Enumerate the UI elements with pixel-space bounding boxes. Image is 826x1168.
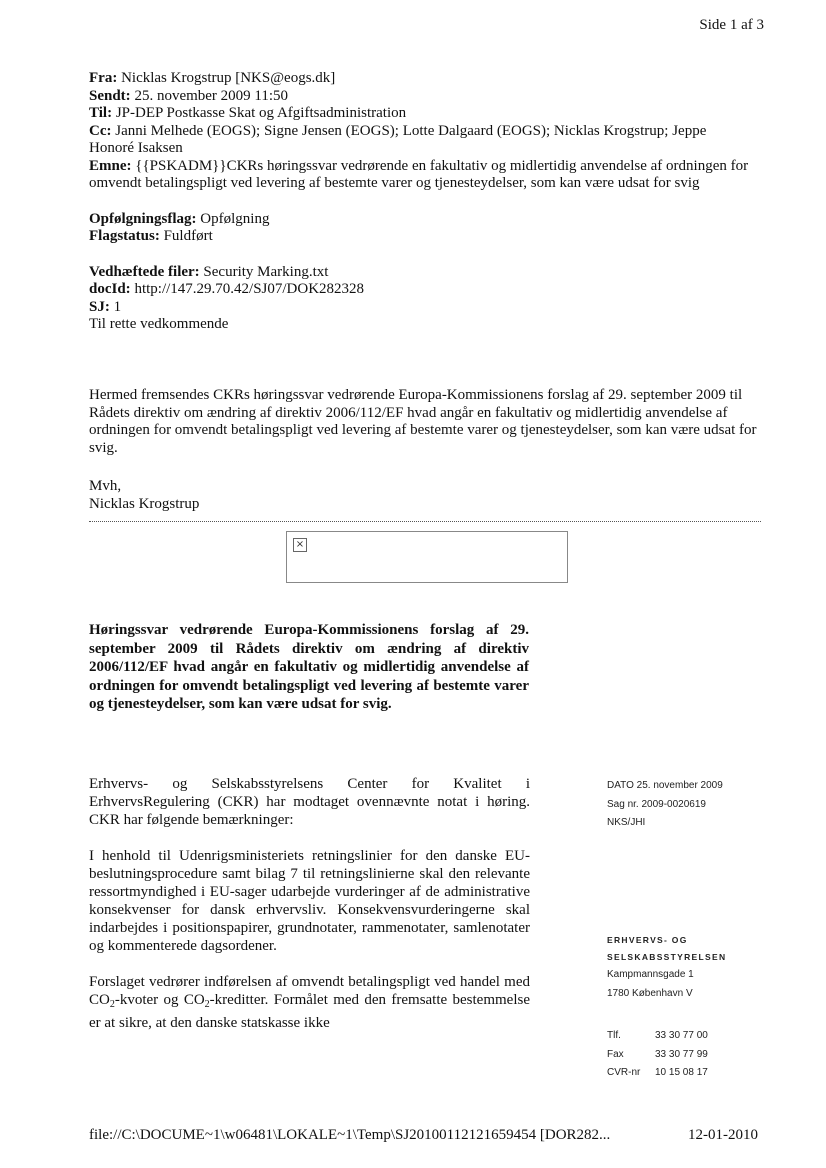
document-body xyxy=(89,775,530,1050)
email-body-text: Hermed fremsendes CKRs høringssvar vedrørende Europa-Kommissionens forslag af 29. september 2009 til Rådets direktiv om ændring af direktiv 2006/112/EF hvad angår en fakultativ og midlertidig anvendelse af ordningen for omvendt betalingspligt ved levering af bestemte varer og tjenesteydelser, som kan være udsat for svig. xyxy=(89,387,757,456)
to-label: Til: xyxy=(89,105,113,121)
attachments-label: Vedhæftede filer: xyxy=(89,263,200,280)
org-name-line-1: ERHVERVS- OG xyxy=(607,935,688,945)
page-number: Side 1 af 3 xyxy=(699,17,764,33)
from-label: Fra: xyxy=(89,70,118,86)
from-value: Nicklas Krogstrup [NKS@eogs.dk] xyxy=(117,70,336,86)
contact-value: 10 15 08 17 xyxy=(655,1067,708,1078)
docid-value: http://147.29.70.42/SJ07/DOK282328 xyxy=(130,281,365,297)
subscript-2: 2 xyxy=(109,999,115,1010)
to-value: JP-DEP Postkasse Skat og Afgiftsadministration xyxy=(112,105,407,121)
footer-file-path: file://C:\DOCUME~1\w06481\LOKALE~1\Temp\SJ20100112121659454 [DOR282... xyxy=(89,1127,611,1143)
paragraph-2: I henhold til Udenrigsministeriets retningslinier for den danske EU-beslutningsprocedure samt bilag 7 til retningslinierne skal den relevante ressortmyndighed i EU-sager udarbejde vurderinger af de administrative konsekvenser for dansk erhvervsliv. Konsekvensvurderingerne skal indarbejdes i positionspapirer, grundnotater, rammenotater, samlenotater og kommenterede dagsordener. xyxy=(89,848,530,954)
contact-label: Tlf. xyxy=(607,1030,621,1041)
sent-label: Sendt: xyxy=(89,87,131,104)
flag-status-value: Fuldført xyxy=(159,228,213,244)
from-line xyxy=(89,70,749,88)
cc-value: Janni Melhede (EOGS); Signe Jensen (EOGS); Lotte Dalgaard (EOGS); Nicklas Krogstrup; Jeppe Honoré Isaksen xyxy=(89,122,707,156)
sj-value: 1 xyxy=(109,298,122,315)
paragraph-3-part-c: -kreditter. Formålet med den fremsatte bestemmelse er at sikre, at den danske statskasse ikke xyxy=(89,992,530,1031)
paragraph-1: Erhvervs- og Selskabsstyrelsens Center for Kvalitet i ErhvervsRegulering (CKR) har modtaget ovennævnte notat i høring. CKR har følgende bemærkninger: xyxy=(89,776,530,828)
sender-name: Nicklas Krogstrup xyxy=(89,495,200,512)
sj-line xyxy=(89,299,749,317)
flag-status-label: Flagstatus: xyxy=(89,228,160,244)
followup-flag-line xyxy=(89,211,749,229)
divider xyxy=(89,521,761,522)
subject-label: Emne: xyxy=(89,157,132,174)
followup-flag-value: Opfølgning xyxy=(196,210,270,227)
email-header xyxy=(89,70,749,334)
contact-label: CVR-nr xyxy=(607,1067,641,1078)
document-title: Høringssvar vedrørende Europa-Kommissionens forslag af 29. september 2009 til Rådets direktiv om ændring af direktiv 2006/112/EF hvad angår en fakultativ og midlertidig anvendelse af ordningen for omvendt betalingspligt ved levering af bestemte varer og tjenesteydelser, som kan være udsat for svig. xyxy=(89,622,529,712)
image-placeholder xyxy=(286,531,568,583)
signoff xyxy=(89,478,199,513)
paragraph-3 xyxy=(89,973,530,1032)
flag-status-line xyxy=(89,228,749,246)
contact-value: 33 30 77 99 xyxy=(655,1048,708,1060)
docid-label: docId: xyxy=(89,281,131,297)
contact-row-cvr xyxy=(607,1064,708,1083)
subject-value: {{PSKADM}}CKRs høringssvar vedrørende en fakultativ og midlertidig anvendelse af ordningen for omvendt betalingspligt ved levering af bestemte varer og tjenesteydelser, som kan være udsat for svig xyxy=(89,157,749,191)
paragraph-3-part-a: Forslaget vedrører indførelsen af omvendt betalingspligt ved handel med CO xyxy=(89,974,530,1008)
sj-label: SJ: xyxy=(89,298,110,315)
initials: NKS/JHI xyxy=(607,817,646,828)
contact-block xyxy=(607,1027,708,1083)
followup-flag-label: Opfølgningsflag: xyxy=(89,210,197,227)
contact-row-fax xyxy=(607,1046,708,1065)
document-meta xyxy=(607,777,723,833)
case-number: Sag nr. 2009-0020619 xyxy=(607,798,706,810)
cc-label: Cc: xyxy=(89,122,112,139)
paragraph-3-part-b: -kvoter og CO xyxy=(114,992,205,1008)
date-line: DATO 25. november 2009 xyxy=(607,780,723,791)
subject-line xyxy=(89,158,749,193)
organization-block xyxy=(607,932,726,1003)
contact-label: Fax xyxy=(607,1048,624,1060)
subscript-2: 2 xyxy=(204,999,210,1010)
attachments-line xyxy=(89,264,749,282)
footer-date: 12-01-2010 xyxy=(688,1127,758,1143)
recipient-line: Til rette vedkommende xyxy=(89,316,229,332)
docid-line xyxy=(89,281,749,299)
sent-line xyxy=(89,88,749,106)
contact-value: 33 30 77 00 xyxy=(655,1030,708,1041)
greeting: Mvh, xyxy=(89,478,122,494)
attachments-value: Security Marking.txt xyxy=(199,263,329,280)
to-line xyxy=(89,105,749,123)
address-street: Kampmannsgade 1 xyxy=(607,969,694,980)
contact-row-phone xyxy=(607,1027,708,1046)
broken-image-icon: × xyxy=(293,538,307,552)
sent-value: 25. november 2009 11:50 xyxy=(130,87,289,104)
cc-line xyxy=(89,123,749,158)
org-name-line-2: SELSKABSSTYRELSEN xyxy=(607,952,727,962)
address-city: 1780 København V xyxy=(607,987,693,999)
